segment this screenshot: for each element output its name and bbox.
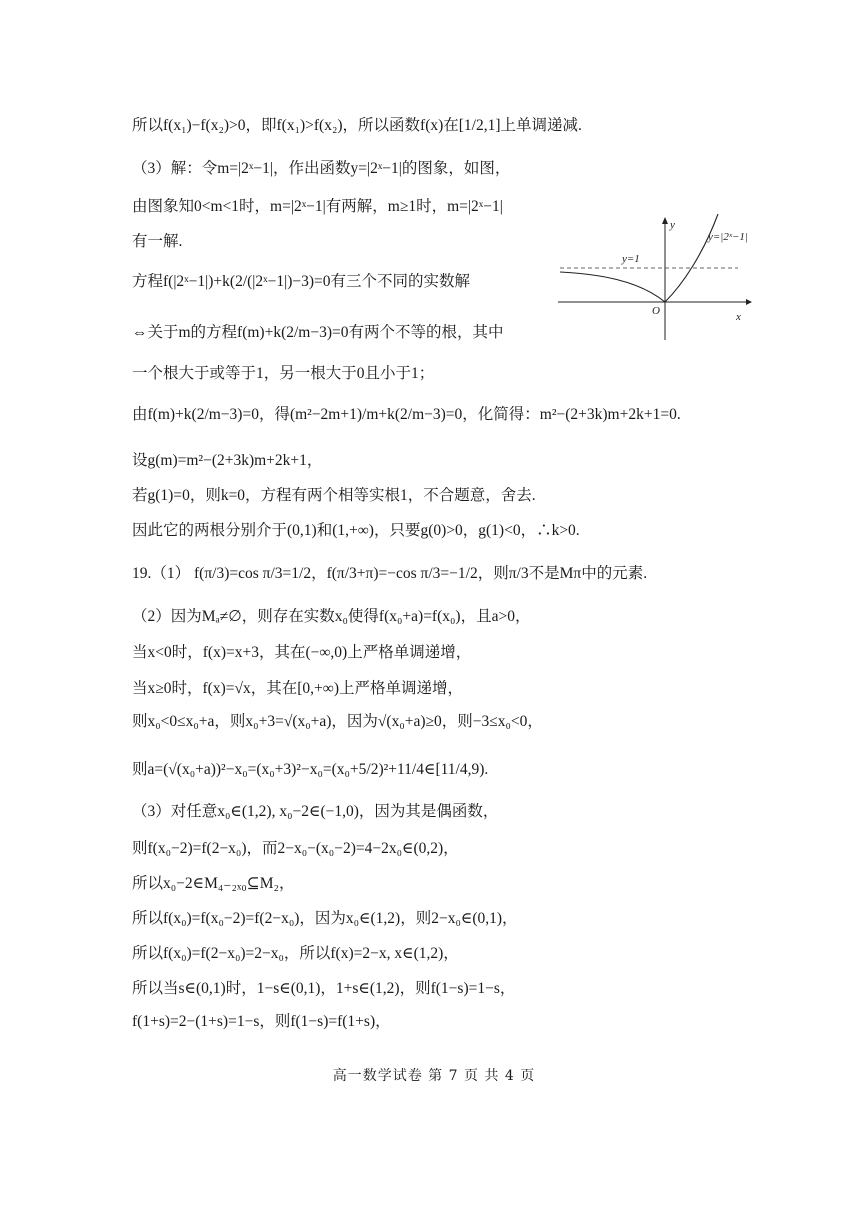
y-axis-arrow-icon xyxy=(662,217,668,224)
text-line-4: 有一解. xyxy=(132,233,183,250)
x-axis-label: x xyxy=(736,311,741,323)
function-graph-figure xyxy=(558,214,758,344)
text-line-22: 所以f(x₀)=f(2−x₀)=2−x₀，所以f(x)=2−x, x∈(1,2)， xyxy=(132,945,459,962)
text-line-13: （2）因为Mₐ≠∅，则存在实数x₀使得f(x₀+a)=f(x₀)，且a>0， xyxy=(132,608,531,625)
page-footer: 高一数学试卷 第 7 页 共 4 页 xyxy=(332,1068,536,1084)
text-line-12: 19.（1） f(π/3)=cos π/3=1/2，f(π/3+π)=−cos π/3=−1/2，则π/3不是Mπ中的元素. xyxy=(132,565,648,582)
function-graph-svg xyxy=(558,214,758,344)
x-axis-arrow-icon xyxy=(746,299,752,305)
text-line-18: （3）对任意x₀∈(1,2), x₀−2∈(−1,0)，因为其是偶函数， xyxy=(132,803,499,820)
text-line-6: ⇔关于m的方程f(m)+k(2/m−3)=0有两个不等的根，其中 xyxy=(132,324,504,341)
text-line-21: 所以f(x₀)=f(x₀−2)=f(2−x₀)，因为x₀∈(1,2)，则2−x₀∈(0,1)， xyxy=(132,910,518,927)
text-line-3: 由图象知0<m<1时，m=|2ˣ−1|有两解，m≥1时，m=|2ˣ−1| xyxy=(132,198,503,215)
curve-label: y=|2ˣ−1| xyxy=(708,231,748,243)
text-line-24: f(1+s)=2−(1+s)=1−s，则f(1−s)=f(1+s)， xyxy=(132,1013,391,1030)
text-line-10: 若g(1)=0，则k=0，方程有两个相等实根1，不合题意，舍去. xyxy=(132,487,536,504)
text-line-11: 因此它的两根分别介于(0,1)和(1,+∞)，只要g(0)>0，g(1)<0，∴k>0. xyxy=(132,522,580,539)
text-line-20: 所以x₀−2∈M₄₋₂ₓ₀⊆M₂， xyxy=(132,875,295,892)
y-axis-label: y xyxy=(670,219,675,231)
text-line-7: 一个根大于或等于1，另一根大于0且小于1； xyxy=(132,365,435,382)
text-line-15: 当x≥0时，f(x)=√x，其在[0,+∞)上严格单调递增， xyxy=(132,680,463,697)
text-line-9: 设g(m)=m²−(2+3k)m+2k+1， xyxy=(132,452,323,469)
text-line-14: 当x<0时，f(x)=x+3，其在(−∞,0)上严格单调递增， xyxy=(132,644,472,661)
text-line-19: 则f(x₀−2)=f(2−x₀)，而2−x₀−(x₀−2)=4−2x₀∈(0,2)， xyxy=(132,840,459,857)
text-line-16: 则x₀<0≤x₀+a，则x₀+3=√(x₀+a)，因为√(x₀+a)≥0，则−3≤x₀<0， xyxy=(132,713,543,730)
text-line-1: 所以f(x₁)−f(x₂)>0，即f(x₁)>f(x₂)，所以函数f(x)在[1/2,1]上单调递减. xyxy=(132,117,582,134)
text-line-5: 方程f(|2ˣ−1|)+k(2/(|2ˣ−1|)−3)=0有三个不同的实数解 xyxy=(132,273,471,290)
text-line-8: 由f(m)+k(2/m−3)=0，得(m²−2m+1)/m+k(2/m−3)=0，化简得：m²−(2+3k)m+2k+1=0. xyxy=(132,406,681,423)
text-line-17: 则a=(√(x₀+a))²−x₀=(x₀+3)²−x₀=(x₀+5/2)²+11/4∈[11/4,9). xyxy=(132,761,489,778)
asymptote-label: y=1 xyxy=(622,253,640,265)
text-line-2: （3）解：令m=|2ˣ−1|，作出函数y=|2ˣ−1|的图象，如图， xyxy=(132,160,511,177)
text-line-23: 所以当s∈(0,1)时，1−s∈(0,1)，1+s∈(1,2)，则f(1−s)=1−s， xyxy=(132,980,516,997)
curve-left-branch xyxy=(560,272,665,302)
origin-label: O xyxy=(652,305,660,317)
